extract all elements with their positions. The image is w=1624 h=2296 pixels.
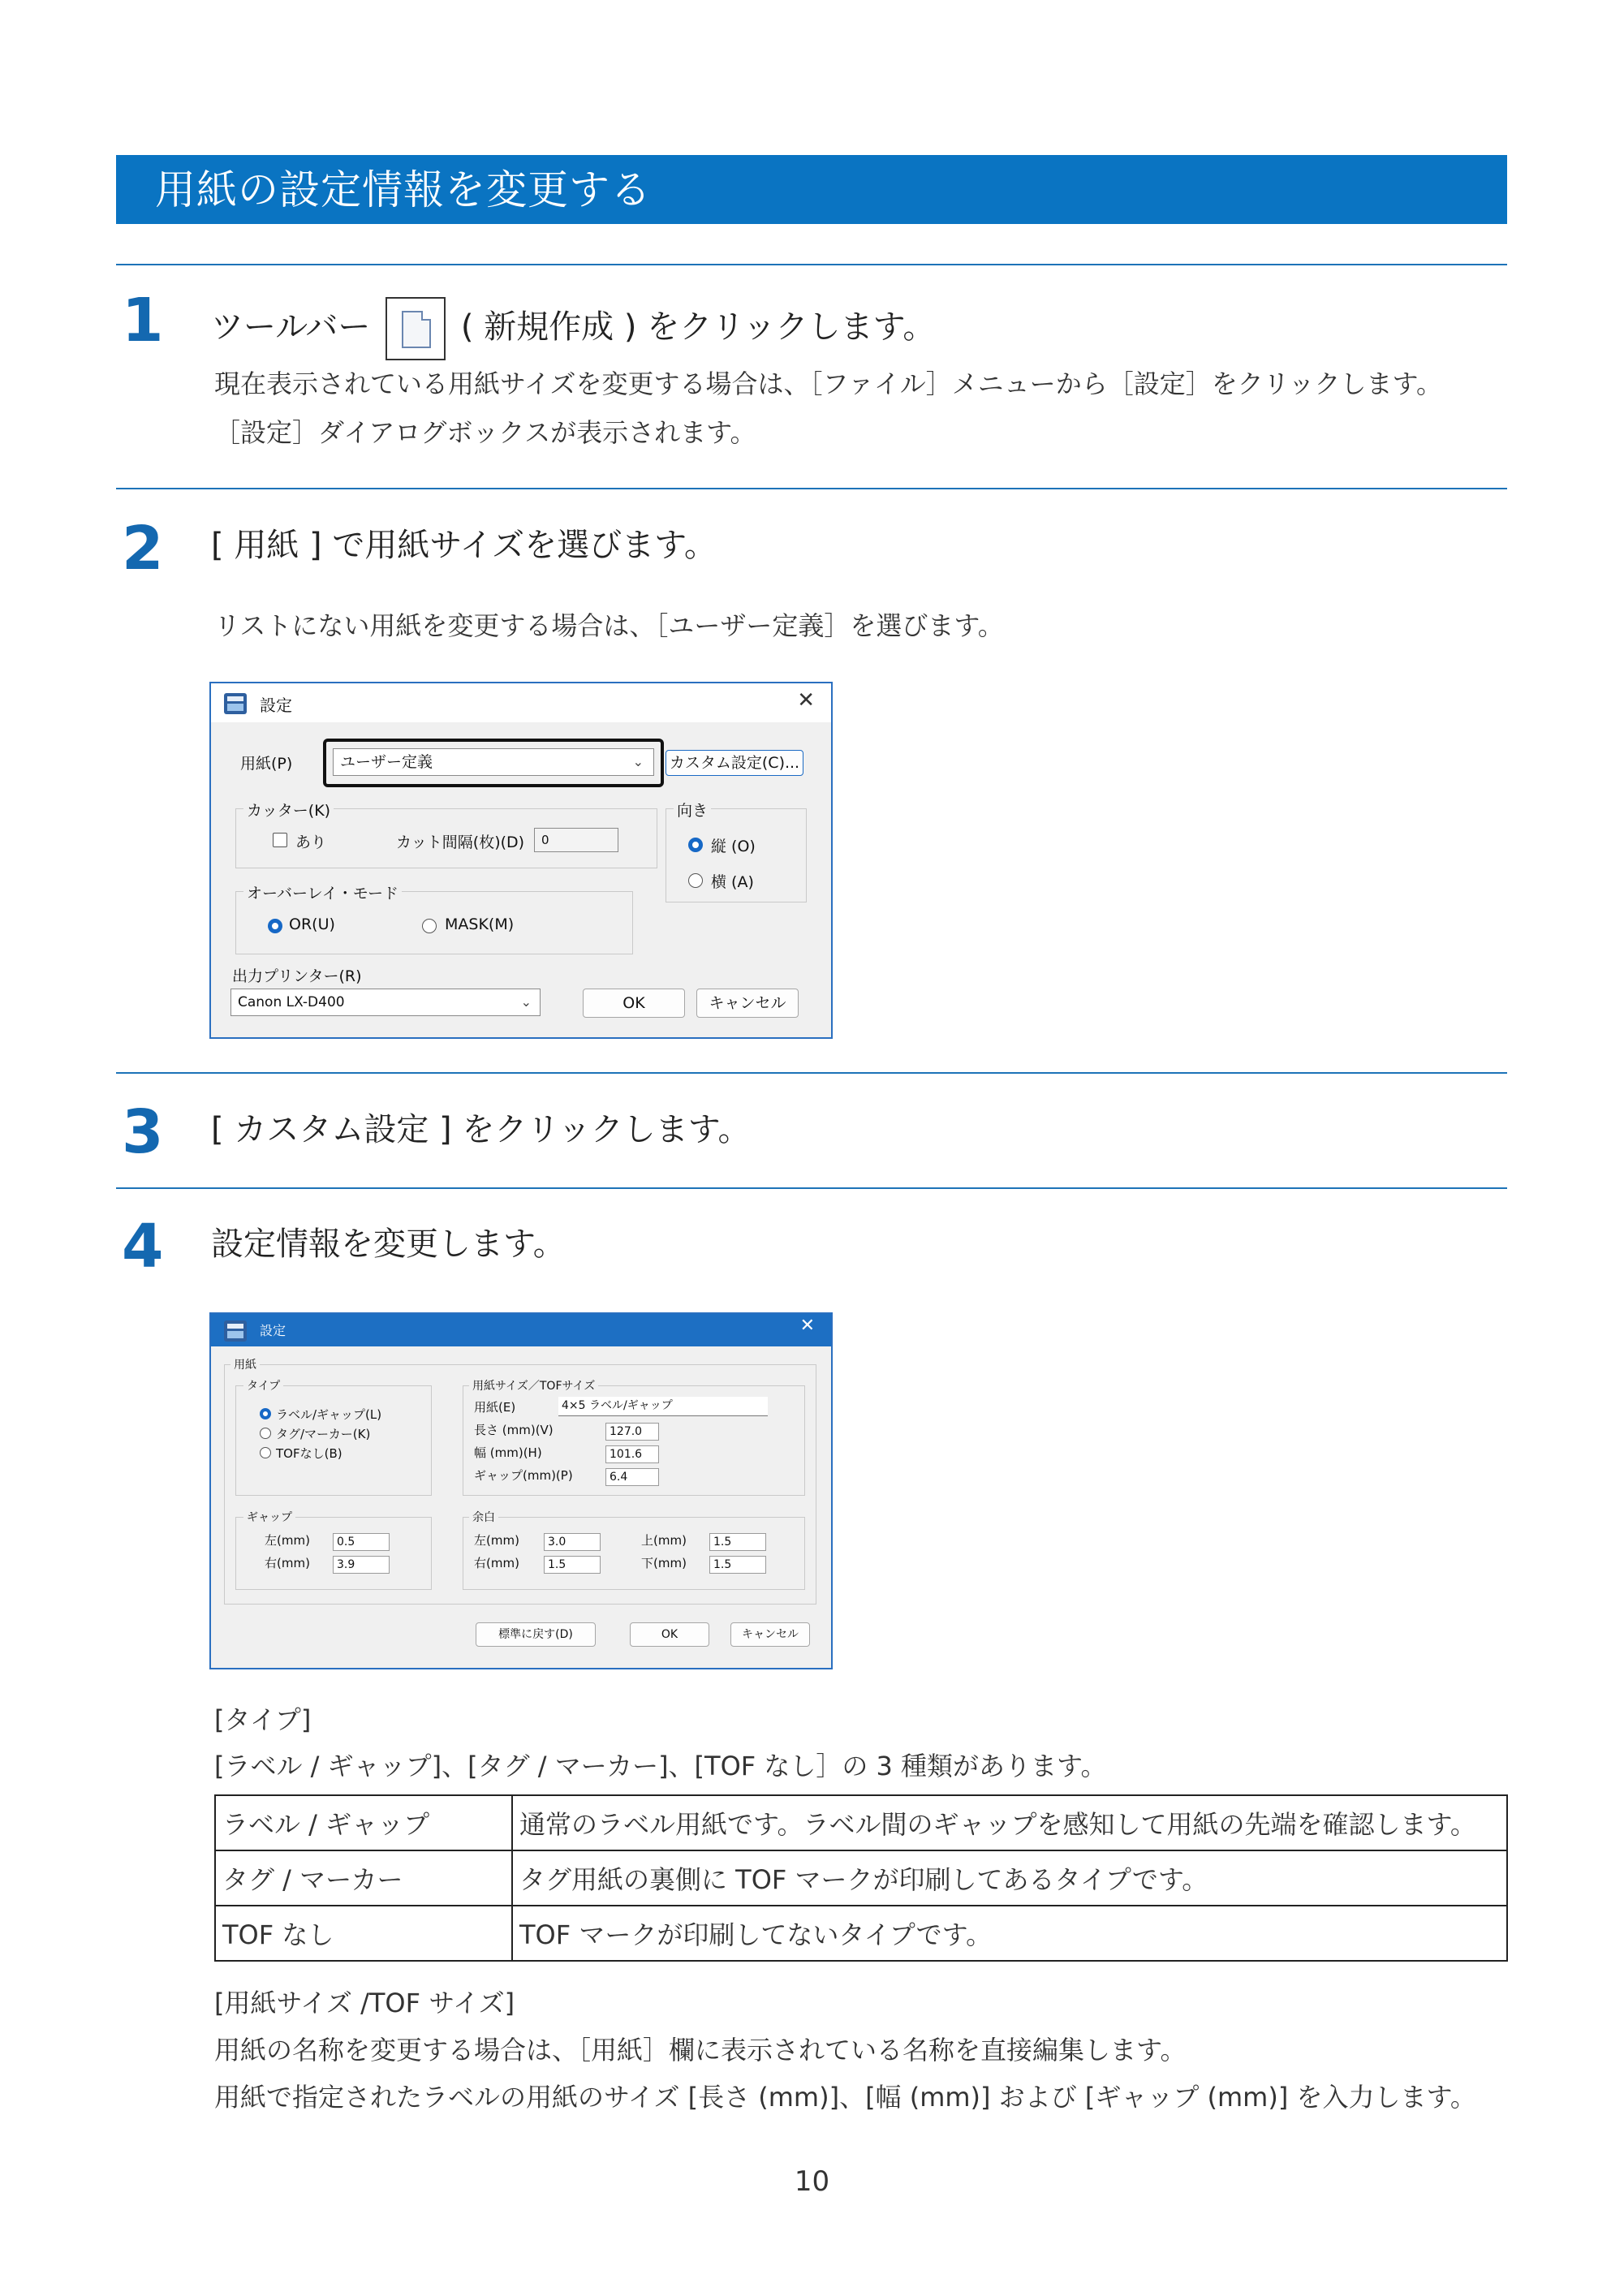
restore-default-button[interactable]: 標準に戻す(D)	[476, 1622, 596, 1647]
size-group-label: 用紙サイズ／TOFサイズ	[469, 1377, 598, 1394]
table-cell: タグ / マーカー	[215, 1850, 512, 1906]
app-icon	[224, 693, 247, 714]
type-tag-marker-label: タグ/マーカー(K)	[276, 1427, 371, 1441]
gap-right-input[interactable]: 3.9	[333, 1556, 390, 1574]
gap-label: ギャップ(mm)(P)	[474, 1468, 573, 1483]
margin-bottom-label: 下(mm)	[641, 1556, 687, 1570]
gap-group	[235, 1517, 432, 1590]
margin-left-input[interactable]: 3.0	[544, 1533, 601, 1551]
table-row	[215, 1906, 1507, 1961]
step-body-line: 現在表示されている用紙サイズを変更する場合は、［ファイル］メニューから［設定］をクリックします。	[214, 368, 1442, 399]
app-icon	[224, 1320, 247, 1342]
paper-name-label: 用紙(E)	[474, 1400, 516, 1415]
cut-interval-input[interactable]: 0	[534, 828, 618, 852]
step-title: [ カスタム設定 ] をクリックします。	[211, 1111, 751, 1148]
portrait-radio[interactable]	[688, 838, 703, 852]
length-label: 長さ (mm)(V)	[474, 1423, 554, 1437]
step-title-text: ( 新規作成 ) をクリックします。	[460, 308, 936, 346]
landscape-label: 横 (A)	[711, 873, 754, 891]
margin-group	[463, 1517, 805, 1590]
margin-top-input[interactable]: 1.5	[709, 1533, 766, 1551]
landscape-radio[interactable]	[688, 873, 703, 888]
paper-group-label: 用紙	[230, 1356, 260, 1372]
table-row	[215, 1850, 1507, 1906]
table-cell: ラベル / ギャップ	[215, 1795, 512, 1850]
table-row	[215, 1795, 1507, 1850]
paper-label: 用紙(P)	[240, 755, 293, 773]
type-no-tof-radio[interactable]	[260, 1447, 271, 1458]
table-cell: 通常のラベル用紙です。ラベル間のギャップを感知して用紙の先端を確認します。	[512, 1795, 1507, 1850]
divider	[116, 1072, 1507, 1074]
margin-group-label: 余白	[469, 1509, 498, 1525]
ok-button[interactable]: OK	[630, 1622, 709, 1647]
margin-right-input[interactable]: 1.5	[544, 1556, 601, 1574]
type-description: [ラベル / ギャップ]、[タグ / マーカー]、[TOF なし］の 3 種類があります。	[214, 1751, 1107, 1781]
size-line: 用紙の名称を変更する場合は、［用紙］欄に表示されている名称を直接編集します。	[214, 2035, 1187, 2066]
page-number: 10	[794, 2165, 830, 2198]
paper-select-value: ユーザー定義	[340, 753, 433, 771]
portrait-label: 縦 (O)	[711, 838, 756, 855]
cancel-button[interactable]: キャンセル	[730, 1622, 810, 1647]
highlight-frame	[323, 739, 664, 787]
divider	[116, 1187, 1507, 1189]
paper-name-input[interactable]: 4×5 ラベル/ギャップ	[558, 1397, 768, 1416]
type-label-gap-label: ラベル/ギャップ(L)	[276, 1407, 382, 1422]
chevron-down-icon: ⌄	[520, 994, 532, 1010]
step-number: 4	[122, 1212, 164, 1282]
margin-left-label: 左(mm)	[474, 1533, 519, 1548]
section-banner	[116, 155, 1507, 224]
cut-interval-label: カット間隔(枚)(D)	[396, 834, 525, 851]
ok-button[interactable]: OK	[583, 989, 685, 1018]
new-document-icon	[386, 297, 446, 360]
cancel-button[interactable]: キャンセル	[696, 989, 799, 1018]
step-number: 2	[122, 514, 164, 584]
orientation-group-label: 向き	[674, 799, 711, 821]
mask-mode-radio[interactable]	[422, 919, 437, 933]
margin-top-label: 上(mm)	[641, 1533, 687, 1548]
divider	[116, 488, 1507, 489]
gap-right-label: 右(mm)	[265, 1556, 310, 1570]
printer-label: 出力プリンター(R)	[232, 967, 362, 985]
gap-left-label: 左(mm)	[265, 1533, 310, 1548]
mask-mode-label: MASK(M)	[445, 915, 515, 933]
table-cell: TOF マークが印刷してないタイプです。	[512, 1906, 1507, 1961]
gap-group-label: ギャップ	[243, 1509, 295, 1525]
type-group-label: タイプ	[243, 1377, 283, 1394]
type-heading: [タイプ]	[214, 1704, 312, 1735]
step-number: 1	[122, 286, 164, 355]
close-icon[interactable]: ✕	[797, 688, 815, 713]
or-mode-label: OR(U)	[289, 915, 335, 933]
custom-settings-dialog	[209, 1312, 833, 1669]
step-title: 設定情報を変更します。	[211, 1226, 566, 1263]
or-mode-radio[interactable]	[268, 919, 282, 933]
section-title: 用紙の設定情報を変更する	[155, 166, 652, 213]
step-title	[211, 297, 935, 360]
type-label-gap-radio[interactable]	[260, 1408, 271, 1419]
step-title: [ 用紙 ] で用紙サイズを選びます。	[211, 527, 717, 564]
printer-select-value: Canon LX-D400	[238, 994, 345, 1010]
step-body-line: ［設定］ダイアログボックスが表示されます。	[214, 417, 756, 448]
overlay-group-label: オーバーレイ・モード	[243, 881, 402, 903]
cutter-checkbox-label: あり	[295, 834, 327, 851]
dialog-titlebar	[211, 683, 831, 722]
close-icon[interactable]: ✕	[799, 1316, 815, 1336]
gap-input[interactable]: 6.4	[605, 1468, 659, 1486]
type-table	[214, 1794, 1508, 1962]
margin-right-label: 右(mm)	[474, 1556, 519, 1570]
length-input[interactable]: 127.0	[605, 1423, 659, 1441]
size-heading: [用紙サイズ /TOF サイズ]	[214, 1988, 515, 2018]
width-label: 幅 (mm)(H)	[474, 1445, 542, 1460]
type-tag-marker-radio[interactable]	[260, 1428, 271, 1439]
step-title-text: ツールバー	[211, 308, 371, 346]
cutter-checkbox[interactable]	[273, 833, 287, 847]
dialog-titlebar	[211, 1314, 831, 1346]
dialog-title: 設定	[260, 1323, 286, 1338]
table-cell: TOF なし	[215, 1906, 512, 1961]
margin-bottom-input[interactable]: 1.5	[709, 1556, 766, 1574]
printer-select[interactable]	[230, 989, 541, 1016]
type-no-tof-label: TOFなし(B)	[276, 1446, 342, 1461]
settings-dialog	[209, 682, 833, 1039]
cutter-group-label: カッター(K)	[243, 799, 334, 821]
table-cell: タグ用紙の裏側に TOF マークが印刷してあるタイプです。	[512, 1850, 1507, 1906]
chevron-down-icon: ⌄	[632, 754, 644, 769]
custom-settings-button[interactable]: カスタム設定(C)...	[666, 750, 803, 776]
dialog-title: 設定	[260, 696, 292, 715]
width-input[interactable]: 101.6	[605, 1445, 659, 1463]
step-body-line: リストにない用紙を変更する場合は、［ユーザー定義］を選びます。	[214, 610, 1004, 641]
size-line: 用紙で指定されたラベルの用紙のサイズ [長さ (mm)]、[幅 (mm)] および [ギャップ (mm)] を入力します。	[214, 2082, 1476, 2113]
gap-left-input[interactable]: 0.5	[333, 1533, 390, 1551]
divider	[116, 264, 1507, 265]
step-number: 3	[122, 1097, 164, 1167]
